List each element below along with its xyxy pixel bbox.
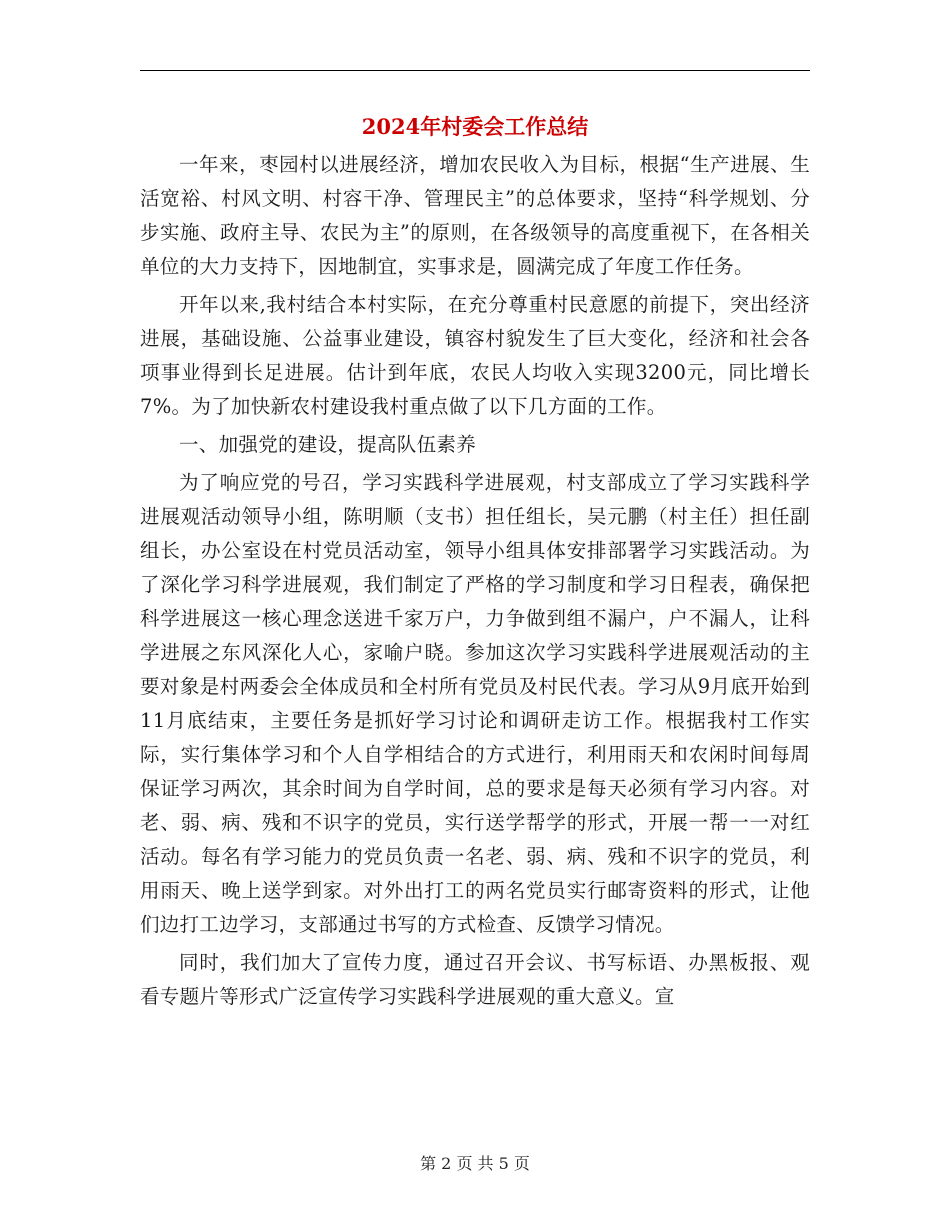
paragraph-publicity: 同时，我们加大了宣传力度，通过召开会议、书写标语、办黑板报、观看专题片等形式广泛宣传学习实践科学进展观的重大意义。宣 bbox=[140, 951, 810, 1008]
page-footer: 第 2 页 共 5 页 bbox=[420, 1154, 530, 1173]
document-body bbox=[140, 148, 810, 1018]
paragraph-overview: 开年以来,我村结合本村实际，在充分尊重村民意愿的前提下，突出经济进展，基础设施、公益事业建设，镇容村貌发生了巨大变化，经济和社会各项事业得到长足进展。估计到年底，农民人均收入实现3200元，同比增长7%。为了加快新农村建设我村重点做了以下几方面的工作。 bbox=[140, 293, 810, 418]
paragraph-intro: 一年来，枣园村以进展经济，增加农民收入为目标，根据“生产进展、生活宽裕、村风文明、村容干净、管理民主”的总体要求，坚持“科学规划、分步实施、政府主导、农民为主”的原则，在各级领导的高度重视下，在各相关单位的大力支持下，因地制宜，实事求是，圆满完成了年度工作任务。 bbox=[140, 153, 810, 278]
paragraph-party-building: 为了响应党的号召，学习实践科学进展观，村支部成立了学习实践科学进展观活动领导小组，陈明顺（支书）担任组长，吴元鹏（村主任）担任副组长，办公室设在村党员活动室，领导小组具体安排部署学习实践活动。为了深化学习科学进展观，我们制定了严格的学习制度和学习日程表，确保把科学进展这一核心理念送进千家万户，力争做到组不漏户，户不漏人，让科学进展之东风深化人心，家喻户晓。参加这次学习实践科学进展观活动的主要对象是村两委会全体成员和全村所有党员及村民代表。学习从9月底开始到11月底结束，主要任务是抓好学习讨论和调研走访工作。根据我村工作实际，实行集体学习和个人自学相结合的方式进行，利用雨天和农闲时间每周保证学习两次，其余时间为自学时间，总的要求是每天必须有学习内容。对老、弱、病、残和不识字的党员，实行送学帮学的形式，开展一帮一一对红活动。每名有学习能力的党员负责一名老、弱、病、残和不识字的党员，利用雨天、晚上送学到家。对外出打工的两名党员实行邮寄资料的形式，让他们边打工边学习，支部通过书写的方式检查、反馈学习情况。 bbox=[140, 471, 810, 936]
header-rule bbox=[140, 70, 810, 71]
document-title: 2024年村委会工作总结 bbox=[361, 114, 589, 139]
section-heading: 一、加强党的建设，提高队伍素养 bbox=[179, 433, 477, 456]
